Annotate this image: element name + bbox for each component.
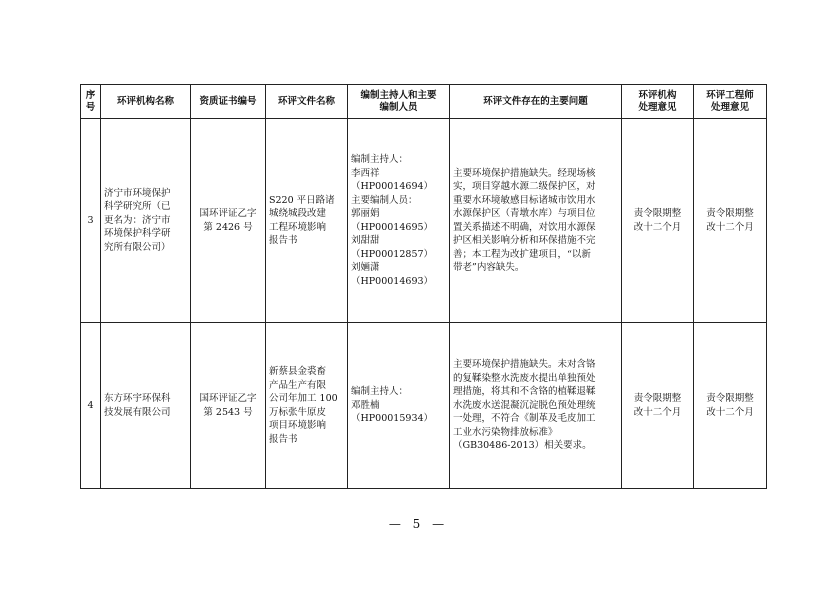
cell-org-name: 东方环宇环保科 技发展有限公司 bbox=[101, 323, 191, 489]
cell-issues: 主要环境保护措施缺失。未对含铬 的复鞣染整水洗废水提出单独预处 理措施，将其和不含铬的植鞣退鞣 水洗废水送混凝沉淀脱色预处理统 一处理，不符合《制革及毛皮加工 工业水污染物排放标准》 （GB30486-2013）相关要求。 bbox=[450, 323, 622, 489]
table-header-row bbox=[81, 85, 767, 119]
header-staff: 编制主持人和主要 编制人员 bbox=[348, 85, 450, 119]
cell-staff: 编制主持人： 邓胜楠（HP00015934） bbox=[348, 323, 450, 489]
header-issues: 环评文件存在的主要问题 bbox=[450, 85, 622, 119]
cell-cert-number: 国环评证乙字 第 2543 号 bbox=[191, 323, 266, 489]
problem-table bbox=[80, 84, 767, 489]
header-org-opinion: 环评机构 处理意见 bbox=[622, 85, 694, 119]
cell-doc-name: S220 平日路诸 城绕城段改建 工程环境影响 报告书 bbox=[266, 119, 348, 323]
page-number: — 5 — bbox=[388, 517, 449, 531]
header-org-name: 环评机构名称 bbox=[101, 85, 191, 119]
cell-engineer-opinion: 责令限期整 改十二个月 bbox=[694, 323, 767, 489]
cell-org-opinion: 责令限期整 改十二个月 bbox=[622, 323, 694, 489]
table-row bbox=[81, 323, 767, 489]
cell-seq: 3 bbox=[81, 119, 101, 323]
cell-engineer-opinion: 责令限期整 改十二个月 bbox=[694, 119, 767, 323]
cell-org-opinion: 责令限期整 改十二个月 bbox=[622, 119, 694, 323]
cell-staff: 编制主持人： 李西祥（HP00014694） 主要编制人员： 郭丽娟（HP00014695） 刘甜甜（HP00012857） 刘婳潇（HP00014693） bbox=[348, 119, 450, 323]
cell-issues: 主要环境保护措施缺失。经现场核 实，项目穿越水源二级保护区，对 重要水环境敏感目标诸城市饮用水 水源保护区（青墩水库）与项目位 置关系描述不明确，对饮用水源保 护区相关影响分析和环保措施不完 善；本工程为改扩建项目，“以新 带老”内容缺失。 bbox=[450, 119, 622, 323]
header-engineer-opinion: 环评工程师 处理意见 bbox=[694, 85, 767, 119]
cell-seq: 4 bbox=[81, 323, 101, 489]
header-seq: 序 号 bbox=[81, 85, 101, 119]
table-row bbox=[81, 119, 767, 323]
cell-cert-number: 国环评证乙字 第 2426 号 bbox=[191, 119, 266, 323]
cell-doc-name: 新蔡县金裘畜 产品生产有限 公司年加工 100 万标张牛原皮 项目环境影响 报告书 bbox=[266, 323, 348, 489]
cell-org-name: 济宁市环境保护 科学研究所（已 更名为：济宁市 环境保护科学研 究所有限公司） bbox=[101, 119, 191, 323]
header-cert-number: 资质证书编号 bbox=[191, 85, 266, 119]
header-doc-name: 环评文件名称 bbox=[266, 85, 348, 119]
